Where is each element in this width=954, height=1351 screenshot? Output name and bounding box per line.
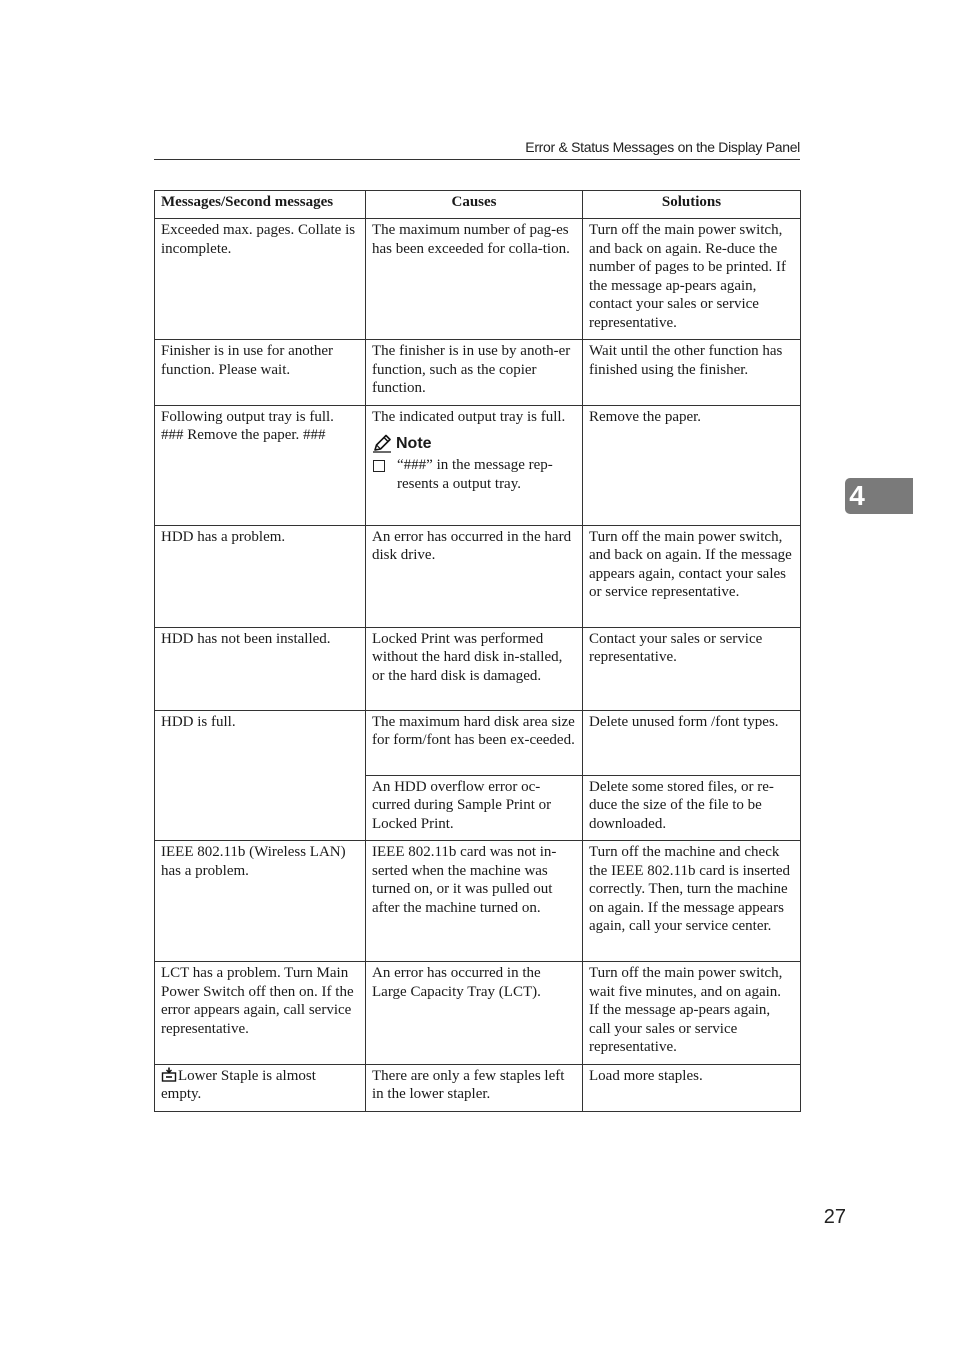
table-row [155, 841, 801, 962]
running-header [154, 138, 800, 160]
cause-cell: An HDD overflow error oc-curred during Sample Print or Locked Print. [366, 775, 583, 841]
solution-cell: Wait until the other function has finished using the finisher. [583, 340, 801, 406]
column-header-solutions: Solutions [583, 191, 801, 219]
cause-cell: The finisher is in use by anoth-er function, such as the copier function. [366, 340, 583, 406]
note-text: “###” in the message rep-resents a output tray. [397, 457, 553, 492]
solution-cell: Delete some stored files, or re-duce the size of the file to be downloaded. [583, 775, 801, 841]
running-header-title: Error & Status Messages on the Display Panel [525, 139, 800, 155]
solution-cell: Turn off the machine and check the IEEE 802.11b card is inserted correctly. Then, turn the machine on again. If the message appears again, call your service center. [583, 841, 801, 962]
cause-cell [366, 405, 583, 525]
table-row [155, 1064, 801, 1111]
solution-cell: Load more staples. [583, 1064, 801, 1111]
note-heading [372, 434, 576, 453]
table-row [155, 219, 801, 340]
note-title: Note [396, 435, 432, 452]
table-row [155, 627, 801, 710]
column-header-messages: Messages/Second messages [155, 191, 366, 219]
cause-cell: The maximum number of pag-es has been exceeded for colla-tion. [366, 219, 583, 340]
message-cell: Following output tray is full. ### Remove the paper. ### [155, 405, 366, 525]
solution-cell: Turn off the main power switch, and back on again. If the message appears again, contact your sales or service representative. [583, 525, 801, 627]
chapter-tab [845, 478, 913, 514]
table-row [155, 405, 801, 525]
cause-cell: IEEE 802.11b card was not in-serted when the machine was turned on, or it was pulled out after the machine turned on. [366, 841, 583, 962]
message-cell: HDD has a problem. [155, 525, 366, 627]
message-text: Lower Staple is almost empty. [161, 1067, 316, 1102]
pencil-icon [372, 434, 392, 453]
cause-cell: The maximum hard disk area size for form/font has been ex-ceeded. [366, 710, 583, 775]
cause-cell: There are only a few staples left in the lower stapler. [366, 1064, 583, 1111]
message-cell: HDD has not been installed. [155, 627, 366, 710]
message-cell: IEEE 802.11b (Wireless LAN) has a problem. [155, 841, 366, 962]
solution-cell: Contact your sales or service representative. [583, 627, 801, 710]
solution-cell: Delete unused form /font types. [583, 710, 801, 775]
chapter-tab-number: 4 [849, 480, 865, 511]
message-cell: LCT has a problem. Turn Main Power Switch off then on. If the error appears again, call service representative. [155, 962, 366, 1065]
solution-cell: Remove the paper. [583, 405, 801, 525]
page-number: 27 [823, 1206, 846, 1228]
solution-cell: Turn off the main power switch, wait five minutes, and on again. If the message ap-pears again, call your sales or service representative. [583, 962, 801, 1065]
message-cell [155, 1064, 366, 1111]
table-row [155, 710, 801, 775]
message-cell: Exceeded max. pages. Collate is incomplete. [155, 219, 366, 340]
messages-table [154, 190, 801, 1112]
table-row [155, 962, 801, 1065]
solution-cell: Turn off the main power switch, and back on again. Re-duce the number of pages to be printed. If the message ap-pears again, contact your sales or service representative. [583, 219, 801, 340]
checkbox-bullet-icon [373, 460, 385, 472]
cause-cell: An error has occurred in the Large Capacity Tray (LCT). [366, 962, 583, 1065]
table-row [155, 340, 801, 406]
cause-cell: An error has occurred in the hard disk drive. [366, 525, 583, 627]
staple-icon [161, 1067, 177, 1082]
message-cell: Finisher is in use for another function. Please wait. [155, 340, 366, 406]
column-header-causes: Causes [366, 191, 583, 219]
table-row [155, 525, 801, 627]
message-cell: HDD is full. [155, 710, 366, 841]
cause-text: The indicated output tray is full. [372, 408, 566, 425]
cause-cell: Locked Print was performed without the hard disk in-stalled, or the hard disk is damaged. [366, 627, 583, 710]
table-header-row [155, 191, 801, 219]
note-item [372, 456, 576, 493]
